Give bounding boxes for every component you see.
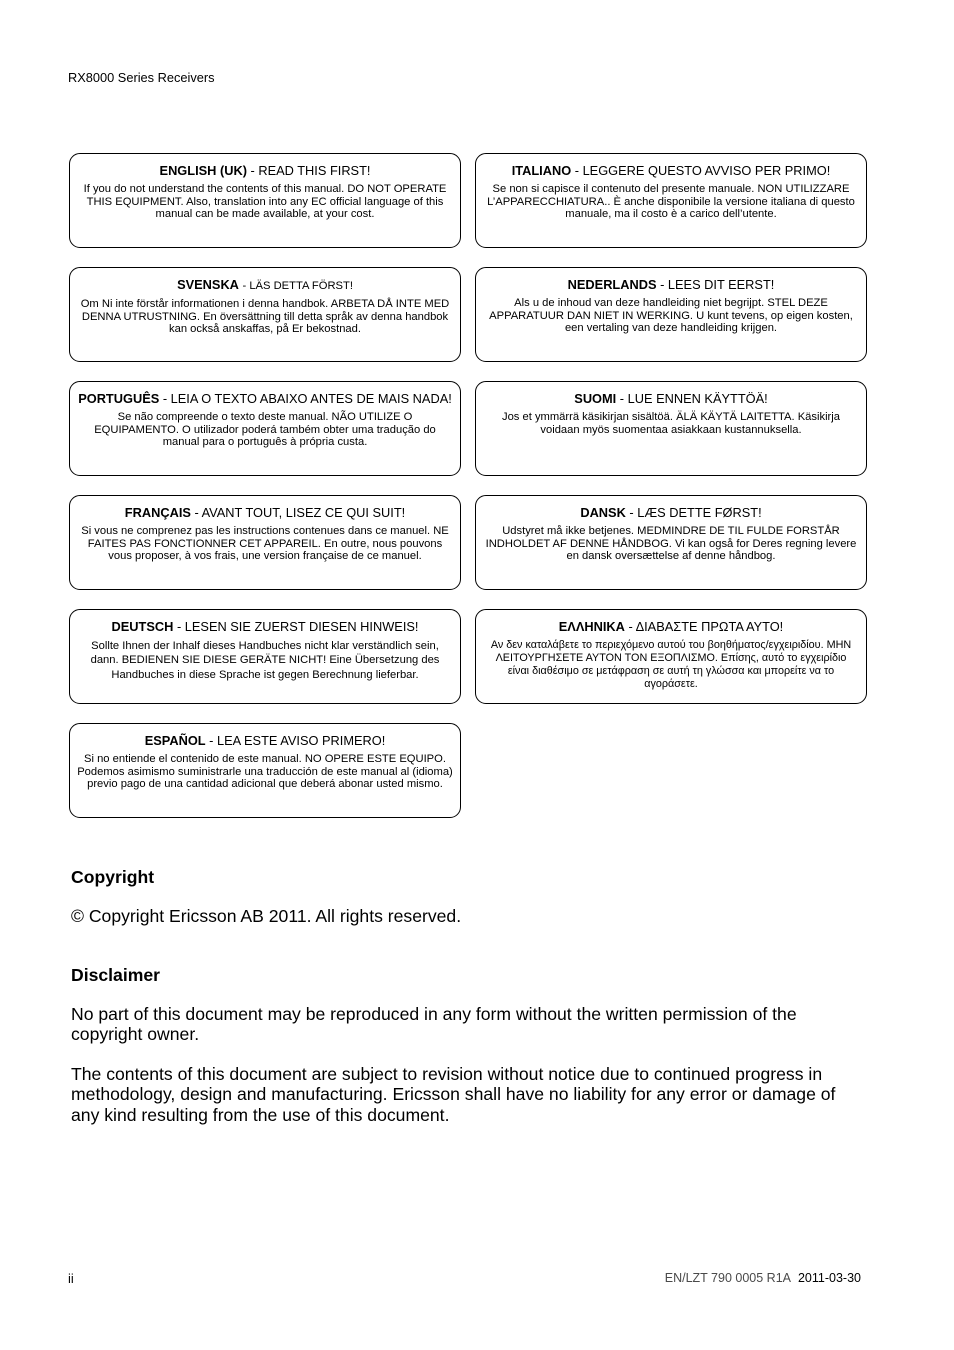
notice-language: FRANÇAIS — [124, 504, 191, 520]
notice-body-line: Si vous ne comprenez pas les instructions contenues dans ce manuel. NE — [81, 525, 449, 538]
notice-english — [69, 153, 461, 248]
notice-body-line: THIS EQUIPMENT. Also, translation into any EC official language of this — [86, 195, 444, 208]
notice-heading: - LEA ESTE AVISO PRIMERO! — [209, 732, 386, 748]
notice-title — [70, 620, 460, 634]
page-number: ii — [68, 1271, 74, 1286]
notice-title — [476, 164, 866, 178]
notice-body-line: είναι διαθέσιμο σε μετάφραση σε αυτή τη γλώσσα και μπορείτε να το — [507, 664, 835, 677]
notice-title — [70, 278, 460, 293]
paragraph-line: methodology, design and manufacturing. Ericsson shall have no liability for any error or damage of — [71, 1084, 836, 1105]
notice-suomi — [475, 381, 867, 476]
notice-language: SUOMI — [574, 390, 617, 406]
notice-body-line: een vertaling van deze handleiding krijgen. — [564, 322, 778, 335]
notice-ellinika — [475, 609, 867, 704]
copyright-heading: Copyright — [71, 866, 155, 887]
notice-body-line: kan också anskaffas, på Er bekostnad. — [169, 323, 361, 336]
notice-title — [70, 734, 460, 748]
notice-title — [476, 392, 866, 406]
notice-language: ITALIANO — [511, 162, 572, 178]
notice-heading: - LEES DIT EERST! — [660, 276, 775, 292]
notice-language: NEDERLANDS — [567, 276, 657, 292]
paragraph-line: The contents of this document are subject to revision without notice due to continued progress in — [71, 1063, 823, 1084]
notice-heading: - ΔΙΑΒΑΣΤΕ ΠΡΩΤΑ ΑΥΤΟ! — [628, 618, 784, 634]
notice-body-line: Sollte Ihnen der Inhalf dieses Handbuches nicht klar verständlich sein, — [91, 639, 439, 652]
document-date: 2011-03-30 — [797, 1271, 861, 1285]
notice-language: ΕΛΛΗΝΙΚΑ — [558, 618, 625, 634]
notice-body-line: INDHOLDET AF DENNE HÅNDBOG. Vi kan også for Deres regning levere — [485, 537, 857, 550]
notice-title — [70, 164, 460, 178]
notice-body-line: Se non si capisce il contenuto del presente manuale. NON UTILIZZARE — [492, 183, 850, 196]
disclaimer-heading: Disclaimer — [71, 964, 160, 985]
notice-body-line: en dansk oversættelse af denne håndbog. — [566, 550, 776, 563]
document-id: EN/LZT 790 0005 R1A — [664, 1271, 791, 1285]
notice-title — [476, 278, 866, 292]
notice-body-line: DENNA UTRUSTNING. En översättning till detta språk av denna handbok — [81, 310, 449, 323]
paragraph-line: copyright owner. — [71, 1024, 200, 1045]
notice-title — [476, 620, 866, 634]
notice-body-line: vous proposer, à vos frais, une version française de ce manuel. — [108, 550, 422, 563]
language-notice-grid — [69, 153, 867, 818]
notice-body — [476, 639, 866, 691]
notice-body — [70, 753, 460, 791]
notice-title — [70, 392, 460, 406]
notice-body-line: L’APPARECCHIATURA.. È anche disponibile la versione italiana di questo — [487, 195, 855, 208]
notice-body-line: EQUIPAMENTO. O utilizador poderá também obter uma tradução do — [94, 423, 436, 436]
notice-body-line: Αν δεν καταλάβετε το περιεχόμενο αυτού του βοηθήματος/εγχειριδίου. ΜΗΝ — [490, 638, 852, 651]
document-reference — [665, 1270, 861, 1286]
paragraph-line: No part of this document may be reproduced in any form without the written permission of the — [71, 1003, 797, 1024]
notice-body-line: Se não compreende o texto deste manual. NÃO UTILIZE O — [117, 411, 413, 424]
notice-heading: - LÄS DETTA FÖRST! — [242, 279, 353, 292]
notice-body-line: voidaan myös suomentaa asiakkaan kustannuksella. — [540, 423, 802, 436]
notice-language: DANSK — [580, 504, 626, 520]
notice-body-line: manuale, ma il costo è a carico dell’utente. — [565, 208, 777, 221]
notice-body — [476, 297, 866, 335]
notice-body-line: Als u de inhoud van deze handleiding niet begrijpt. STEL DEZE — [514, 297, 828, 310]
notice-italiano — [475, 153, 867, 248]
notice-heading: - AVANT TOUT, LISEZ CE QUI SUIT! — [194, 504, 406, 520]
notice-title — [476, 506, 866, 520]
notice-body — [70, 411, 460, 449]
notice-heading: - LÆS DETTE FØRST! — [629, 504, 762, 520]
notice-body — [70, 525, 460, 563]
notice-espanol — [69, 723, 461, 818]
notice-body-line: ΛΕΙΤΟΥΡΓΗΣΕΤΕ ΑΥΤΟΝ ΤΟΝ ΕΞΟΠΛΙΣΜΟ. Επίσης, αυτό το εγχειρίδιο — [495, 651, 847, 664]
notice-heading: - LESEN SIE ZUERST DIESEN HINWEIS! — [176, 618, 419, 634]
notice-language: ESPAÑOL — [144, 732, 206, 748]
notice-body-line: APPARATUUR DAN NIET IN WERKING. U kunt tevens, op eigen kosten, — [489, 309, 853, 322]
notice-body-line: previo pago de una cantidad adicional que deberá abonar usted mismo. — [87, 778, 443, 791]
notice-body-line: Om Ni inte förstår informationen i denna handbok. ARBETA DÅ INTE MED — [80, 298, 450, 311]
notice-body-line: Udstyret må ikke betjenes. MEDMINDRE DE TIL FULDE FORSTÅR — [502, 525, 840, 538]
paragraph-line: any kind resulting from the use of this document. — [71, 1104, 450, 1125]
disclaimer-paragraph — [71, 1064, 835, 1125]
notice-body-line: Jos et ymmärrä käsikirjan sisältöä. ÄLÄ KÄYTÄ LAITETTA. Käsikirja — [501, 411, 840, 424]
notice-body-line: If you do not understand the contents of this manual. DO NOT OPERATE — [83, 183, 447, 196]
notice-language: SVENSKA — [177, 276, 239, 292]
notice-body — [476, 411, 866, 436]
notice-body-line: αγοράσετε. — [644, 677, 698, 690]
notice-title — [70, 506, 460, 520]
notice-heading: - LEIA O TEXTO ABAIXO ANTES DE MAIS NADA! — [162, 390, 452, 406]
disclaimer-paragraph — [71, 1004, 797, 1045]
running-header: RX8000 Series Receivers — [68, 70, 215, 85]
notice-svenska — [69, 267, 461, 362]
notice-dansk — [475, 495, 867, 590]
notice-body-line: Podemos asimismo suministrarle una traducción de este manual al (idioma) — [77, 765, 453, 778]
notice-body — [476, 525, 866, 563]
notice-heading: - LUE ENNEN KÄYTTÖÄ! — [619, 390, 768, 406]
notice-body-line: Handbuches in diese Sprache ist gegen Berechnung lieferbar. — [111, 668, 419, 681]
notice-body-line: manual para o português à própria custa. — [162, 436, 368, 449]
notice-heading: - LEGGERE QUESTO AVVISO PER PRIMO! — [574, 162, 831, 178]
notice-body-line: manual can be made available, at your cost. — [155, 208, 375, 221]
copyright-text: © Copyright Ericsson AB 2011. All rights reserved. — [71, 905, 462, 926]
notice-body — [70, 639, 460, 683]
notice-language: DEUTSCH — [111, 618, 174, 634]
notice-body-line: FAITES PAS FONCTIONNER CET APPAREIL. En outre, nous pouvons — [87, 537, 443, 550]
notice-body — [70, 298, 460, 336]
notice-body-line: dann. BEDIENEN SIE DIESE GERÄTE NICHT! Eine Übersetzung des — [90, 654, 440, 667]
notice-heading: - READ THIS FIRST! — [250, 162, 371, 178]
notice-francais — [69, 495, 461, 590]
notice-body — [476, 183, 866, 221]
notice-portugues — [69, 381, 461, 476]
notice-body — [70, 183, 460, 221]
notice-language: PORTUGUÊS — [78, 390, 160, 406]
notice-language: ENGLISH (UK) — [159, 162, 247, 178]
notice-deutsch — [69, 609, 461, 704]
notice-body-line: Si no entiende el contenido de este manual. NO OPERE ESTE EQUIPO. — [84, 753, 446, 766]
notice-nederlands — [475, 267, 867, 362]
